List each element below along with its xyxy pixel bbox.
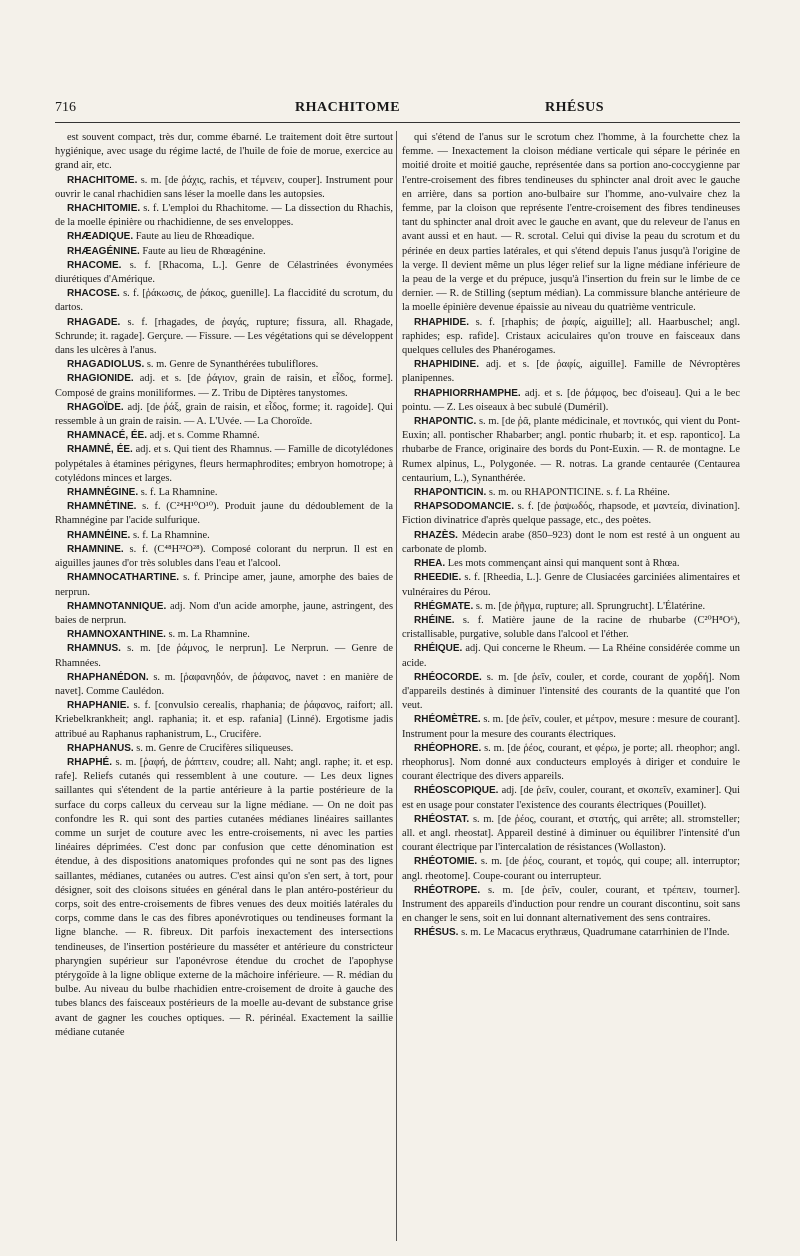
entry-text: s. m. [de ῥέος, courant, et τομός, qui coupe; all. interruptor; angl. rheotome]. Coupe-courant ou interrupteur. bbox=[402, 856, 740, 882]
entry-text: s. f. [ῥάκωσις, de ῥάκος, guenille]. La flaccidité du scrotum, du dartos. bbox=[55, 288, 393, 314]
dictionary-entry bbox=[55, 756, 393, 1040]
entry-headword: RHÉOMÈTRE. bbox=[414, 714, 481, 726]
entry-text: s. f. [rhaphis; de ῥαφίς, aiguille]; all. Haarbuschel; angl. raphides; esp. rafide]. Cristaux aciculaires qu'on trouve en faisceaux dans quelques cellules des Phanérogames. bbox=[402, 316, 740, 357]
column-divider bbox=[396, 131, 397, 1241]
entry-headword: RHAPHIDINE. bbox=[414, 359, 480, 371]
dictionary-entry bbox=[55, 742, 393, 756]
entry-text: s. m. [de ῥᾶ, plante médicinale, et ποντικός, qui vient du Pont-Euxin; all. pontischer Rhabarber; angl. pontic rhubarb; it. et esp. rapontico]. La rhubarbe de France, originaire des bords du Pont-Euxin. — R. de montagne. Le Rumex alpinus, L., Polygonée. — R. notras. La grande centaurée (Centaurea centaurium, L.), Synanthérée. bbox=[402, 416, 740, 484]
entry-headword: RHAPHIORRHAMPHE. bbox=[414, 387, 521, 399]
entry-headword: RHAZÈS. bbox=[414, 529, 458, 541]
entry-text: s. m. ou RHAPONTICINE. s. f. La Rhéine. bbox=[488, 487, 670, 499]
dictionary-entry bbox=[55, 401, 393, 429]
right-column bbox=[402, 131, 740, 941]
entry-headword: RHAMNÉ, ÉE. bbox=[67, 444, 133, 456]
dictionary-entry bbox=[55, 699, 393, 742]
dictionary-entry bbox=[402, 742, 740, 785]
dictionary-entry bbox=[55, 500, 393, 528]
dictionary-entry bbox=[55, 543, 393, 571]
entry-text: s. m. [de ῥέος, courant, et στατής, qui arrête; all. stromsteller; all. et angl. rheostat]. Appareil destiné à diminuer ou équilibrer l'intensité d'un courant électrique par l'intercalation de résistances (Wollaston). bbox=[402, 813, 740, 854]
dictionary-entry bbox=[55, 245, 393, 259]
dictionary-entry bbox=[55, 529, 393, 543]
dictionary-entry bbox=[402, 486, 740, 500]
entry-text: qui s'étend de l'anus sur le scrotum chez l'homme, à la fourchette chez la femme. — Inexactement la cloison médiane verticale qui sépare le périnée en moitié droite et moitié gauche, représentée dans sa portion ano-coccygienne par l'entre-croisement des fibres tendineuses du sphincter anal droit avec le gauche en arrière, dans sa portion ano-bulbaire sur l'homme, ano-vulvaire chez la femme, par la cloison que représente l'entre-croisement des fibres tendineuses tant du sphincter anal droit avec le gauche en avant, que du releveur de l'anus en avant aussi et en haut. — R. scrotal. Celui qui divise la peau du scrotum et du périnée en deux parties latérales, et qui s'étend depuis l'anus jusqu'à l'origine de la verge. Il devient même un plus léger relief sur la ligne médiane inférieure de la peau de la verge et du prépuce, jusqu'à l'insertion du frein sur le limbe de ce dernier. — R. de Stilling (septum médian). La commissure blanche antérieure de la moelle épinière devenue épaissie au niveau du quatrième ventricule. bbox=[402, 132, 740, 314]
entry-headword: RHÉOTOMIE. bbox=[414, 856, 478, 868]
entry-text: s. m. [de ῥέος, courant, et φέρω, je porte; all. rheophor; angl. rheophorus]. Nom donné aux conducteurs employés à diriger et conduire le courant électrique des divers appareils. bbox=[402, 742, 740, 783]
entry-text: s. f. [Rheedia, L.]. Genre de Clusiacées garciniées alimentaires et vulnéraires du Pérou. bbox=[402, 572, 740, 598]
entry-text: s. m. [de ῥάμνος, le nerprun]. Le Nerprun. — Genre de Rhamnées. bbox=[55, 643, 393, 669]
entry-headword: RHAPHANUS. bbox=[67, 742, 134, 754]
dictionary-entry bbox=[402, 415, 740, 486]
entry-headword: RHAMNÉTINE. bbox=[67, 501, 137, 513]
entry-text: adj. et s. [de ῥάμφος, bec d'oiseau]. Qui a le bec pointu. — Z. Les oiseaux à bec subulé (Duméril). bbox=[402, 387, 740, 413]
entry-text: adj. et s. Qui tient des Rhamnus. — Famille de dicotylédones polypétales à étamines périgynes, fleurs hermaphrodites; embryon homotrope; à cotylédons minces et larges. bbox=[55, 444, 393, 484]
dictionary-entry bbox=[402, 529, 740, 557]
entry-text: s. m. [de ῥεῖν, couler, et μέτρον, mesure : mesure de courant]. Instrument pour la mesure des courants électriques. bbox=[402, 714, 740, 740]
entry-text: s. f. (C⁴⁸H³²O²⁸). Composé colorant du nerprun. Il est en aiguilles jaunes d'or très solubles dans l'eau et l'alcool. bbox=[55, 543, 393, 570]
dictionary-entry bbox=[55, 230, 393, 244]
entry-text: s. f. L'emploi du Rhachitome. — La dissection du Rhachis, de la moelle épinière ou rhachidienne, de ses enveloppes. bbox=[55, 203, 393, 229]
header-left-word: RHACHITOME bbox=[295, 100, 401, 115]
entry-headword: RHAGADE. bbox=[67, 316, 121, 328]
entry-text: adj. [de ῥεῖν, couler, courant, et σκοπεῖν, examiner]. Qui est en usage pour constater l'existence des courants électriques (Pouillet). bbox=[402, 785, 740, 811]
entry-headword: RHAPONTIC. bbox=[414, 416, 477, 428]
entry-text: est souvent compact, très dur, comme ébarné. Le traitement doit être surtout hygiénique, avec usage du régime lacté, de l'huile de foie de morue, exercice au grand air, etc. bbox=[55, 132, 393, 172]
entry-text: s. f. Principe amer, jaune, amorphe des baies de nerprun. bbox=[55, 572, 393, 598]
dictionary-entry bbox=[55, 443, 393, 486]
entry-text: s. f. Matière jaune de la racine de rhubarbe (C²⁰H⁸O⁶), cristallisable, purgative, soluble dans l'alcool et l'éther. bbox=[402, 614, 740, 641]
entry-headword: RHÆAGÉNINE. bbox=[67, 245, 140, 257]
left-column bbox=[55, 131, 393, 1040]
dictionary-entry bbox=[402, 614, 740, 642]
dictionary-entry bbox=[402, 642, 740, 670]
dictionary-entry bbox=[402, 671, 740, 714]
entry-text: Médecin arabe (850–923) dont le nom est resté à un onguent au carbonate de plomb. bbox=[402, 529, 740, 555]
entry-text: s. f. La Rhamnine. bbox=[132, 529, 210, 541]
entry-text: Faute au lieu de Rhœadique. bbox=[135, 231, 255, 243]
dictionary-entry bbox=[55, 174, 393, 202]
entry-text: s. f. [Rhacoma, L.]. Genre de Célastrinées évonymées diurétiques d'Amérique. bbox=[55, 259, 393, 286]
dictionary-entry bbox=[55, 571, 393, 599]
entry-text: s. m. Genre de Synanthérées tubuliflores. bbox=[146, 359, 319, 371]
entry-headword: RHACHITOMIE. bbox=[67, 203, 141, 215]
entry-headword: RHAMNINE. bbox=[67, 543, 124, 555]
dictionary-entry bbox=[402, 500, 740, 528]
entry-text: s. m. [ῥαφή, de ῥάπτειν, coudre; all. Naht; angl. raphe; it. et esp. rafe]. Reliefs cutanés qui ressemblent à une couture. — Les deux lignes saillantes qui s'étendent de la partie antérieure à la partie postérieure de la surface du corps calleux du cerveau sur la ligne médiane. — On ne doit pas confondre les R. qui sont des parties cutanées médianes linéaires saillantes comme un surjet de couture avec les entre-croisements, ni avec les parties linéaires déprimées. C'est donc par confusion que cette dénomination est étendue, à des dispositions anatomiques profondes qui ne sont pas des lignes saillantes, médianes, cutanées ou autres. C'est ainsi qu'on s'en sert, à tort, pour désigner, soit des cloisons situées en général dans le plan antéro-postérieur du corps, soit des entre-croisements de fibres venues des deux moitiés latérales du corps, comme dans le cas des fibres aponévrotiques ou tendineuses formant la ligne blanche. — R. fibreux. Dit parfois inexactement des intersections tendineuses, de l'insertion postérieure du masséter et antérieure du constricteur pharyngien supérieur sur l'aponévrose étendue du crochet de l'apophyse ptérygoïde à la ligne oblique externe de la mâchoire inférieure. — R. médian du bulbe. Au niveau du bulbe rhachidien entre-croisement de droite à gauche des tubes blancs des faisceaux postérieurs de la moelle au-devant de substance grise avant de gagner les couches optiques. — R. périnéal. Exactement la saillie médiane cutanée bbox=[55, 756, 393, 1038]
entry-headword: RHEA. bbox=[414, 558, 446, 570]
dictionary-entry bbox=[402, 316, 740, 359]
entry-headword: RHAMNUS. bbox=[67, 643, 121, 655]
entry-headword: RHEEDIE. bbox=[414, 572, 462, 584]
entry-headword: RHÉOCORDE. bbox=[414, 671, 482, 683]
dictionary-entry bbox=[55, 131, 393, 174]
dictionary-entry bbox=[402, 855, 740, 883]
entry-headword: RHACOSE. bbox=[67, 288, 120, 300]
entry-headword: RHÉOPHORE. bbox=[414, 742, 482, 754]
entry-headword: RHAPHÉ. bbox=[67, 756, 113, 768]
dictionary-entry bbox=[402, 387, 740, 415]
dictionary-entry bbox=[402, 926, 740, 940]
page-number: 716 bbox=[55, 100, 76, 115]
dictionary-entry bbox=[55, 202, 393, 230]
entry-headword: RHAPHANÉDON. bbox=[67, 671, 149, 683]
dictionary-entry bbox=[55, 358, 393, 372]
dictionary-entry bbox=[55, 259, 393, 287]
dictionary-entry bbox=[402, 557, 740, 571]
dictionary-entry bbox=[55, 429, 393, 443]
entry-text: adj. et s. Comme Rhamné. bbox=[149, 430, 260, 442]
entry-headword: RHAGOÏDE. bbox=[67, 401, 124, 413]
entry-text: s. f. (C²⁴H¹⁰O¹⁰). Produit jaune du dédoublement de la Rhamnégine par l'acide sulfurique. bbox=[55, 501, 393, 527]
entry-text: adj. et s. [de ῥαφίς, aiguille]. Famille de Névroptères planipennes. bbox=[402, 359, 740, 385]
dictionary-entry bbox=[402, 131, 740, 316]
entry-text: s. m. [ῥαφανηδόν, de ῥάφανος, navet : en manière de navet]. Comme Caulédon. bbox=[55, 671, 393, 697]
entry-headword: RHAPONTICIN. bbox=[414, 487, 487, 499]
entry-headword: RHÉSUS. bbox=[414, 927, 459, 939]
entry-headword: RHAMNOTANNIQUE. bbox=[67, 600, 167, 612]
dictionary-entry bbox=[55, 316, 393, 359]
entry-headword: RHAMNOCATHARTINE. bbox=[67, 572, 180, 584]
dictionary-entry bbox=[55, 372, 393, 400]
entry-headword: RHACOME. bbox=[67, 259, 122, 271]
entry-text: s. m. La Rhamnine. bbox=[168, 629, 250, 641]
dictionary-entry bbox=[55, 600, 393, 628]
dictionary-entry bbox=[55, 628, 393, 642]
header-right-word: RHÉSUS bbox=[545, 100, 605, 115]
dictionary-entry bbox=[55, 287, 393, 315]
entry-text: s. m. [de ῥάχις, rachis, et τέμνειν, couper]. Instrument pour ouvrir le canal rhachidien sans léser la moelle dans les autopsies. bbox=[55, 174, 393, 200]
entry-text: s. m. [de ῥῆγμα, rupture; all. Sprungrucht]. L'Élatérine. bbox=[475, 600, 706, 612]
entry-text: adj. et s. [de ῥάγιον, grain de raisin, et εἶδος, forme]. Composé de grains moniliformes. — Z. Tribu de Diptères tanystomes. bbox=[55, 373, 393, 399]
entry-headword: RHÉIQUE. bbox=[414, 643, 463, 655]
dictionary-entry bbox=[55, 486, 393, 500]
dictionary-entry bbox=[402, 600, 740, 614]
entry-headword: RHAPHANIE. bbox=[67, 700, 130, 712]
dictionary-entry bbox=[402, 884, 740, 927]
entry-text: s. m. [de ῥεῖν, couler, et corde, courant de χορδή]. Nom d'appareils destinés à diminuer l'intensité des courants de la quantité que l'on veut. bbox=[402, 671, 740, 712]
entry-headword: RHÉGMATE. bbox=[414, 600, 474, 612]
entry-headword: RHAPSODOMANCIE. bbox=[414, 501, 515, 513]
entry-headword: RHAGIONIDE. bbox=[67, 373, 134, 385]
entry-text: adj. Nom d'un acide amorphe, jaune, astringent, des baies de nerprun. bbox=[55, 600, 393, 626]
entry-headword: RHÉOSCOPIQUE. bbox=[414, 785, 499, 797]
entry-text: s. m. [de ῥεῖν, couler, courant, et τρέπειν, tourner]. Instrument des appareils d'induction pour rendre un courant discontinu, soit sans en changer le sens, soit en lui donnant alternativement des sens contraires. bbox=[402, 884, 740, 925]
entry-headword: RHAMNÉINE. bbox=[67, 529, 131, 541]
entry-headword: RHÆADIQUE. bbox=[67, 231, 134, 243]
entry-text: s. m. Le Macacus erythræus, Quadrumane catarrhinien de l'Inde. bbox=[461, 927, 730, 939]
entry-text: adj. [de ῥάξ, grain de raisin, et εἶδος, forme; it. ragoide]. Qui ressemble à un grain de raisin. — A. L'Uvée. — La Choroïde. bbox=[55, 401, 393, 428]
entry-text: Faute au lieu de Rhœagénine. bbox=[142, 245, 266, 257]
entry-headword: RHAPHIDE. bbox=[414, 316, 470, 328]
entry-text: s. f. La Rhamnine. bbox=[140, 487, 218, 499]
entry-headword: RHÉOSTAT. bbox=[414, 813, 470, 825]
entry-text: s. f. [de ῥαψωδός, rhapsode, et μαντεία, divination]. Fiction divinatrice d'après quelque passage, etc., des poètes. bbox=[402, 501, 740, 527]
dictionary-entry bbox=[55, 642, 393, 670]
dictionary-entry bbox=[402, 784, 740, 812]
dictionary-entry bbox=[402, 713, 740, 741]
entry-headword: RHAMNÉGINE. bbox=[67, 487, 139, 499]
entry-text: Les mots commençant ainsi qui manquent sont à Rhœa. bbox=[447, 558, 680, 570]
entry-headword: RHACHITOME. bbox=[67, 174, 138, 186]
entry-headword: RHÉOTROPE. bbox=[414, 884, 481, 896]
entry-headword: RHAMNOXANTHINE. bbox=[67, 629, 166, 641]
entry-text: s. f. [rhagades, de ῥαγάς, rupture; fissura, all. Rhagade, Schrunde; it. ragade]. Gerçure. — Fissure. — Les végétations qui se développent dans les ulcères à l'anus. bbox=[55, 316, 393, 357]
entry-text: adj. Qui concerne le Rheum. — La Rhéine considérée comme un acide. bbox=[402, 643, 740, 669]
entry-text: s. m. Genre de Crucifères siliqueuses. bbox=[136, 742, 294, 754]
entry-headword: RHÉINE. bbox=[414, 614, 455, 626]
running-header bbox=[55, 100, 740, 123]
dictionary-entry bbox=[55, 671, 393, 699]
dictionary-entry bbox=[402, 813, 740, 856]
entry-headword: RHAGADIOLUS. bbox=[67, 359, 145, 371]
dictionary-entry bbox=[402, 571, 740, 599]
entry-text: s. f. [convulsio cerealis, rhaphania; de ῥάφανος, raifort; all. Kriebelkrankheit; angl. raphania; it. et esp. rafania] (Linné). Ergotisme jadis attribué au Raphanus raphanistrum, L., Crucifère. bbox=[55, 700, 393, 740]
dictionary-entry bbox=[402, 358, 740, 386]
entry-headword: RHAMNACÉ, ÉE. bbox=[67, 430, 148, 442]
